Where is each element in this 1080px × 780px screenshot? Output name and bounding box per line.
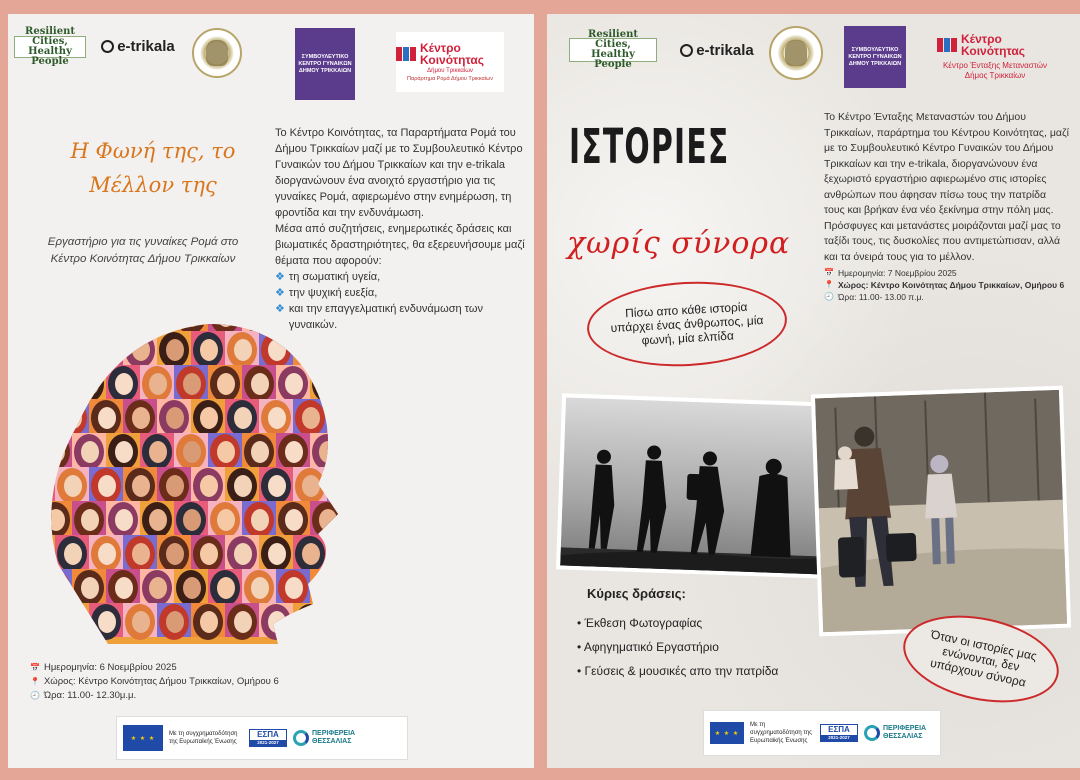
face-hair <box>38 468 53 504</box>
face <box>38 475 48 497</box>
face <box>115 373 133 395</box>
left-poster-subtitle: Εργαστήριο για τις γυναίκες Ρομά στο Κέντρο Κοινότητας Δήμου Τρικκαίων <box>47 236 239 265</box>
seal-icon <box>785 40 807 66</box>
face <box>200 611 218 633</box>
face <box>268 475 286 497</box>
right-poster-title: ΙΣΤΟΡΙΕΣ <box>569 119 730 175</box>
face <box>268 339 286 361</box>
municipality-seal-logo <box>769 26 823 80</box>
face <box>47 441 65 463</box>
face <box>98 543 116 565</box>
face <box>132 475 150 497</box>
mosaic-tile <box>38 535 55 569</box>
counseling-center-logo <box>295 28 355 100</box>
face-hair <box>312 366 342 402</box>
face <box>183 441 201 463</box>
funding-banner <box>116 716 408 760</box>
face-hair <box>329 604 359 640</box>
face-hair <box>329 400 359 436</box>
face <box>302 407 320 429</box>
mosaic-tile <box>38 399 55 433</box>
face <box>302 543 320 565</box>
face <box>38 543 48 565</box>
face-hair <box>74 314 104 334</box>
left-body-paragraph-1: Το Κέντρο Κοινότητας, τα Παραρτήματα Ρομά του Δήμου Τρικκαίων μαζί με το Συμβουλευτικό Κέντρο Γυναικών του Δήμου Τρικκαίων και την e-trikala διοργανώνουν ένα ανοιχτό εργαστήριο για τις γυναίκες Ρομά, αφιερωμένο στην ενημέρωση, τη φροντίδα και την ενδυνάμωση. <box>275 127 523 219</box>
face <box>132 339 150 361</box>
face <box>268 407 286 429</box>
refugees-silhouette-photo <box>556 393 834 578</box>
face <box>98 611 116 633</box>
face <box>64 543 82 565</box>
mosaic-tile <box>55 331 89 365</box>
face <box>285 577 303 599</box>
mosaic-tile <box>55 603 89 637</box>
face <box>234 611 252 633</box>
face <box>285 314 303 327</box>
face <box>149 314 167 327</box>
resilient-logo-text: Resilient Cities, Healthy People <box>588 29 638 70</box>
main-activities <box>577 586 837 683</box>
face <box>183 373 201 395</box>
mosaic-tile <box>344 314 378 331</box>
face <box>166 407 184 429</box>
etrikala-logo <box>671 38 763 62</box>
eu-flag-icon <box>123 725 163 751</box>
mosaic-tile <box>38 365 72 399</box>
face-hair <box>108 314 138 334</box>
face <box>353 441 371 463</box>
face-hair <box>346 502 376 538</box>
face <box>64 611 82 633</box>
mosaic-tile <box>38 467 55 501</box>
face <box>268 611 286 633</box>
face-hair <box>278 314 308 334</box>
left-poster <box>8 14 534 768</box>
face <box>166 339 184 361</box>
face <box>217 373 235 395</box>
region-logo: ΠΕΡΙΦΕΡΕΙΑ ΘΕΣΣΑΛΙΑΣ <box>864 725 933 741</box>
face <box>268 543 286 565</box>
closing-quote-oval: Όταν οι ιστορίες μας ενώνονται, δεν υπάρχουν σύνορα <box>895 602 1067 715</box>
face-hair <box>312 314 342 334</box>
funding-banner <box>703 710 941 756</box>
face <box>336 407 354 429</box>
face <box>200 475 218 497</box>
event-place-row: 📍 Χώρος: Κέντρο Κοινότητας Δήμου Τρικκαίων, Ομήρου 6 <box>824 280 1065 290</box>
bullet-item: ❖ και την επαγγελματική ενδυνάμωση των γυναικών. <box>275 303 483 331</box>
face <box>81 509 99 531</box>
face-hair <box>38 332 53 368</box>
mosaic-tile <box>327 331 361 365</box>
face-hair <box>329 468 359 504</box>
face <box>319 373 337 395</box>
face <box>183 577 201 599</box>
face <box>353 373 371 395</box>
event-date-row: 📅 Ημερομηνία: 7 Νοεμβρίου 2025 <box>824 268 957 278</box>
face <box>234 543 252 565</box>
face <box>47 577 65 599</box>
face <box>234 475 252 497</box>
face <box>200 407 218 429</box>
face <box>47 509 65 531</box>
face-hair <box>38 536 53 572</box>
mosaic-tile <box>276 314 310 331</box>
face-hair <box>38 400 53 436</box>
face <box>98 407 116 429</box>
etrikala-icon <box>680 44 693 57</box>
left-poster-body <box>275 125 525 333</box>
mosaic-tile <box>242 314 276 331</box>
face <box>336 339 354 361</box>
face <box>200 339 218 361</box>
mosaic-tile <box>344 365 378 399</box>
face <box>115 314 133 327</box>
resilient-cities-logo <box>14 26 86 67</box>
activity-item: • Γεύσεις & μουσικές απο την πατρίδα <box>577 659 837 683</box>
counseling-logo-text: ΣΥΜΒΟΥΛΕΥΤΙΚΟ ΚΕΝΤΡΟ ΓΥΝΑΙΚΩΝ ΔΗΜΟΥ ΤΡΙΚΚΑΙΩΝ <box>848 46 902 67</box>
face <box>166 543 184 565</box>
face <box>319 441 337 463</box>
face <box>47 373 65 395</box>
mosaic-tile <box>89 331 123 365</box>
walking-people-silhouettes <box>560 397 834 578</box>
face-hair <box>312 570 342 606</box>
community-center-caption: Κέντρο Ένταξης Μεταναστών Δήμος Τρικκαίων <box>942 61 1048 80</box>
face <box>319 577 337 599</box>
right-body-paragraph: Το Κέντρο Ένταξης Μεταναστών του Δήμου Τρικκαίων, παράρτημα του Κέντρου Κοινότητας, μαζί με το Συμβουλευτικό Κέντρο Γυναικών του Δήμου Τρικκαίων και την e-trikala, διοργανώνουν ένα ξεχωριστό εργαστήριο αφιερωμένο στις ιστορίες ανθρώπων που άφησαν πίσω τους την πατρίδα τους και βρήκαν ένα νέο ξεκίνημα στην πόλη μας. Πρόσφυγες και μετανάστες μοιράζονται μαζί μας το ταξίδι τους, τις δυσκολίες που αντιμετώπισαν, αλλά και τα όνειρά τους για το μέλλον. <box>824 111 1069 263</box>
activity-item: • Αφηγηματικό Εργαστήριο <box>577 635 837 659</box>
face-hair <box>38 604 53 640</box>
mosaic-tile <box>310 569 344 603</box>
mosaic-tile <box>327 603 361 637</box>
left-poster-title: Η Φωνή της, το Μέλλον της <box>70 139 236 197</box>
mother-and-children-photo <box>811 386 1071 637</box>
face <box>251 577 269 599</box>
community-center-icon <box>937 38 957 52</box>
face <box>319 509 337 531</box>
pin-icon: 📍 <box>824 280 834 289</box>
left-event-details <box>30 661 279 703</box>
face <box>285 441 303 463</box>
region-logo: ΠΕΡΙΦΕΡΕΙΑ ΘΕΣΣΑΛΙΑΣ <box>293 730 372 746</box>
eu-cofunding-text: Με τη συγχρηματοδότηση της Ευρωπαϊκής Ένωσης <box>169 731 238 745</box>
face <box>47 314 65 327</box>
mosaic-tile <box>344 501 378 535</box>
face-hair <box>40 314 70 334</box>
face <box>302 339 320 361</box>
clock-icon: 🕘 <box>824 292 834 301</box>
face <box>149 441 167 463</box>
face <box>64 407 82 429</box>
bullet-item: ❖ την ψυχική ευεξία, <box>275 287 378 299</box>
pin-icon: 📍 <box>30 677 40 686</box>
face <box>200 543 218 565</box>
face <box>353 577 371 599</box>
mosaic-tile <box>72 314 106 331</box>
face-hair <box>74 366 104 402</box>
counseling-logo-text: ΣΥΜΒΟΥΛΕΥΤΙΚΟ ΚΕΝΤΡΟ ΓΥΝΑΙΚΩΝ ΔΗΜΟΥ ΤΡΙΚΚΑΙΩΝ <box>298 53 352 74</box>
mosaic-tile <box>327 467 361 501</box>
right-poster-body <box>824 110 1069 303</box>
etrikala-logo-text: e-trikala <box>696 41 754 59</box>
face <box>251 314 269 327</box>
face <box>217 441 235 463</box>
face <box>98 475 116 497</box>
face <box>285 509 303 531</box>
eu-flag-icon <box>710 722 744 744</box>
face-hair <box>40 570 70 606</box>
mosaic-tile <box>38 603 55 637</box>
calendar-icon: 📅 <box>824 268 834 277</box>
face <box>285 373 303 395</box>
calendar-icon: 📅 <box>30 663 40 672</box>
women-silhouette-illustration <box>38 314 378 644</box>
diamond-bullet-icon: ❖ <box>275 271 285 283</box>
community-center-logo <box>396 32 504 92</box>
event-time-row: 🕘 Ώρα: 11.00- 12.30μ.μ. <box>30 690 137 701</box>
face <box>251 509 269 531</box>
face-hair <box>142 314 172 334</box>
etrikala-logo <box>92 34 184 58</box>
eu-cofunding-text: Με τη συγχρηματοδότηση της Ευρωπαϊκής Ένωσης <box>750 722 813 744</box>
face <box>353 509 371 531</box>
mosaic-tile <box>327 535 361 569</box>
etrikala-icon <box>101 40 114 53</box>
region-icon <box>864 725 880 741</box>
story-quote-oval: Πίσω απο κάθε ιστορία υπάρχει ένας άνθρωπος, μία φωνή, μία ελπίδα <box>585 277 789 371</box>
face <box>217 577 235 599</box>
face <box>149 577 167 599</box>
face <box>166 475 184 497</box>
face <box>64 339 82 361</box>
seal-icon <box>206 40 228 66</box>
event-place-row: 📍 Χώρος: Κέντρο Κοινότητας Δήμου Τρικκαίων, Ομήρου 6 <box>30 676 279 687</box>
face <box>115 577 133 599</box>
mosaic-tile <box>293 331 327 365</box>
face <box>183 509 201 531</box>
face <box>302 475 320 497</box>
diamond-bullet-icon: ❖ <box>275 287 285 299</box>
community-center-sub: Δήμου Τρικκαίων <box>427 68 473 74</box>
mosaic-tile <box>106 314 140 331</box>
face-hair <box>295 604 325 640</box>
activities-list <box>577 611 837 683</box>
face <box>336 611 354 633</box>
face <box>234 339 252 361</box>
face <box>38 611 48 633</box>
community-center-name: Κέντρο Κοινότητας <box>420 41 485 67</box>
face-hair <box>329 536 359 572</box>
face <box>149 373 167 395</box>
mosaic-tile <box>140 314 174 331</box>
face <box>115 441 133 463</box>
etrikala-logo-text: e-trikala <box>117 37 175 55</box>
face <box>353 314 371 327</box>
face <box>81 441 99 463</box>
face <box>132 611 150 633</box>
diamond-bullet-icon: ❖ <box>275 303 285 315</box>
face-hair <box>346 314 376 334</box>
bullet-item: ❖ τη σωματική υγεία, <box>275 271 381 283</box>
community-center-caption: Παράρτημα Ρομά Δήμου Τρικκαίων <box>407 76 493 82</box>
face <box>38 339 48 361</box>
face <box>132 543 150 565</box>
right-poster-script-title: χωρίς σύνορα <box>567 226 791 261</box>
face <box>251 373 269 395</box>
counseling-center-logo <box>844 26 906 88</box>
espa-logo: ΕΣΠΑ 2021-2027 <box>820 724 858 742</box>
face-hair <box>57 604 87 640</box>
face-hair <box>346 366 376 402</box>
face <box>98 339 116 361</box>
face <box>183 314 201 327</box>
mother-children-scene <box>815 390 1071 637</box>
face <box>64 475 82 497</box>
community-center-icon <box>396 47 416 61</box>
face <box>166 611 184 633</box>
mosaic-tile <box>38 569 72 603</box>
left-body-paragraph-2: Μέσα από συζητήσεις, ενημερωτικές δράσεις και βιωματικές δραστηριότητες, θα εξερευνήσουμε μαζί θέματα που αφορούν: <box>275 223 525 267</box>
face <box>81 314 99 327</box>
face <box>115 509 133 531</box>
mosaic-tile <box>327 399 361 433</box>
activities-heading: Κύριες δράσεις: <box>587 586 686 601</box>
face <box>319 314 337 327</box>
mosaic-tile <box>293 603 327 637</box>
resilient-cities-logo <box>569 29 657 70</box>
event-time-row: 🕘 Ώρα: 11.00- 13.00 π.μ. <box>824 292 924 302</box>
event-date-row: 📅 Ημερομηνία: 6 Νοεμβρίου 2025 <box>30 662 177 673</box>
community-center-logo <box>937 26 1053 88</box>
face <box>149 509 167 531</box>
espa-logo: ΕΣΠΑ 2021-2027 <box>249 729 287 747</box>
face <box>336 475 354 497</box>
face-hair <box>57 400 87 436</box>
face <box>81 373 99 395</box>
face <box>336 543 354 565</box>
community-center-name: Κέντρο Κοινότητας <box>961 32 1026 58</box>
face-hair <box>295 332 325 368</box>
face <box>38 407 48 429</box>
face <box>251 441 269 463</box>
face-hair <box>329 332 359 368</box>
face-hair <box>346 570 376 606</box>
face-hair <box>40 366 70 402</box>
face-hair <box>346 434 376 470</box>
mosaic-tile <box>344 569 378 603</box>
right-poster <box>547 14 1080 768</box>
face <box>132 407 150 429</box>
mosaic-tile <box>344 433 378 467</box>
face-hair <box>91 332 121 368</box>
region-icon <box>293 730 309 746</box>
resilient-logo-text: Resilient Cities, Healthy People <box>25 26 75 67</box>
activity-item: • Έκθεση Φωτογραφίας <box>577 611 837 635</box>
face <box>302 611 320 633</box>
mosaic-tile <box>310 314 344 331</box>
face <box>234 407 252 429</box>
face-hair <box>57 332 87 368</box>
face <box>217 509 235 531</box>
face-hair <box>40 434 70 470</box>
mosaic-tile <box>38 331 55 365</box>
clock-icon: 🕘 <box>30 691 40 700</box>
mosaic-tile <box>38 314 72 331</box>
face <box>81 577 99 599</box>
right-event-details <box>824 267 1069 303</box>
municipality-seal-logo <box>192 28 242 78</box>
